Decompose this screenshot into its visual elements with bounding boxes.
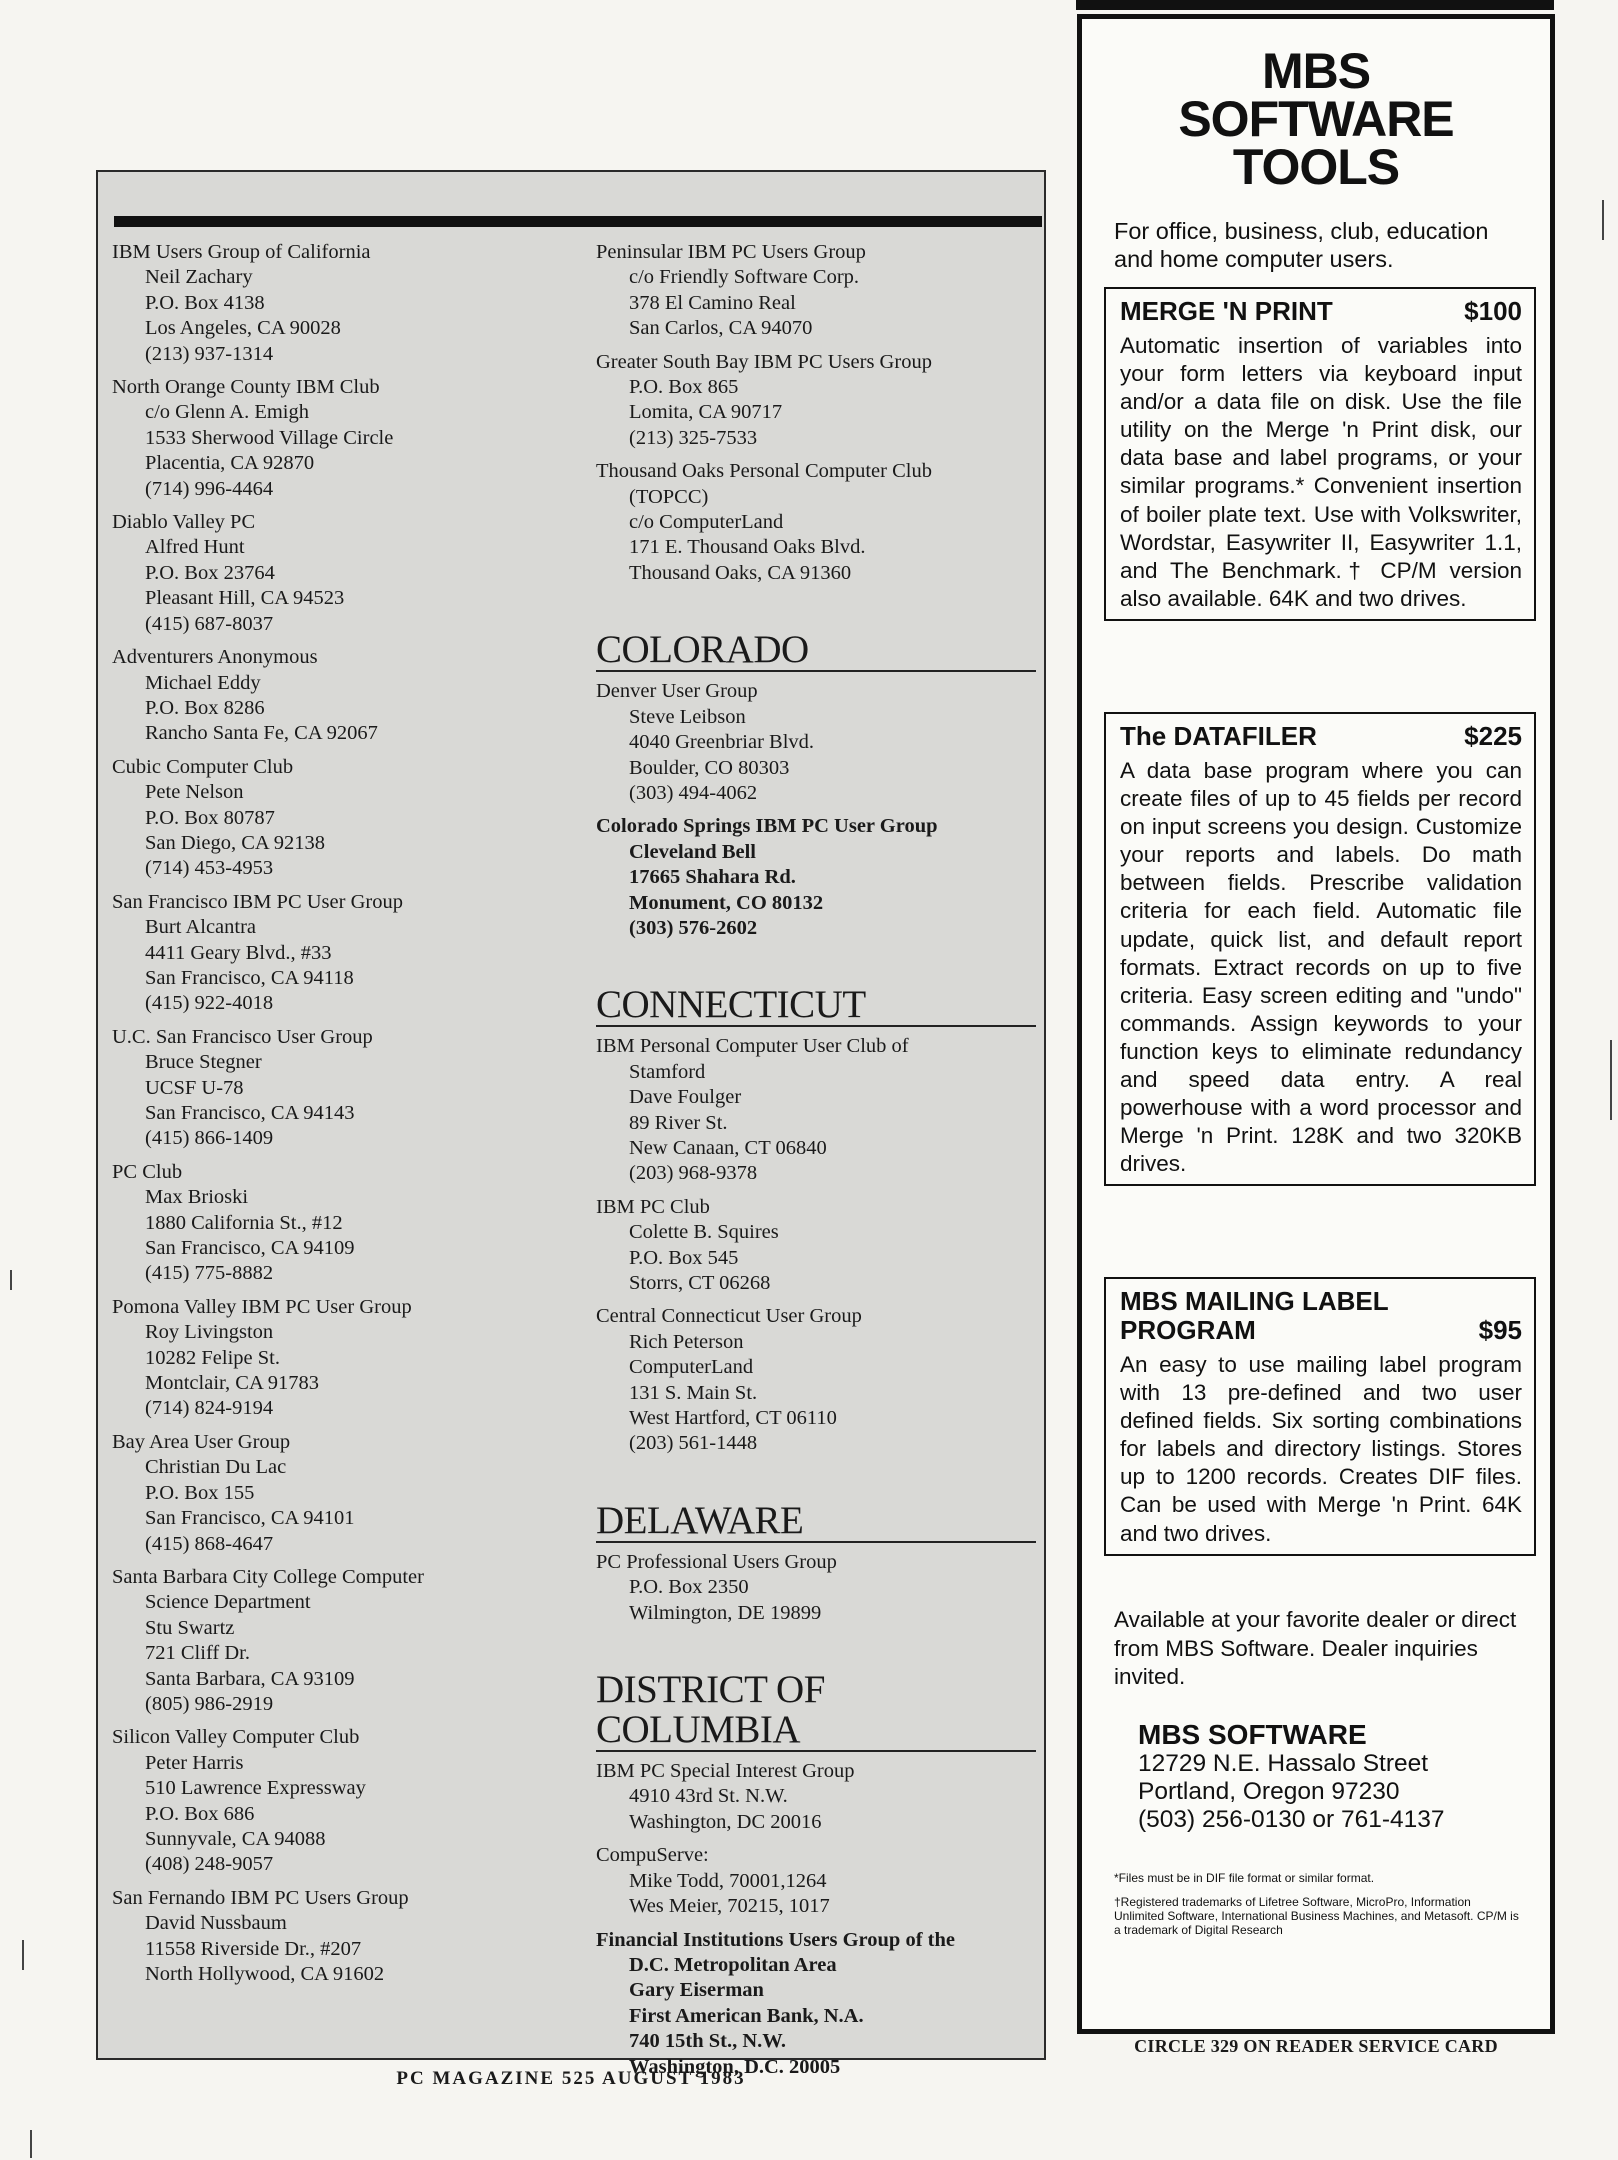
brand-line: MBS xyxy=(1261,43,1371,99)
group-detail-line: (213) 937-1314 xyxy=(145,342,274,365)
group-detail-line: Washington, D.C. 20005 xyxy=(629,2055,841,2078)
group-detail-line: c/o Friendly Software Corp. xyxy=(629,266,860,289)
company-address-block xyxy=(1138,1719,1518,1834)
group-name: IBM PC Club xyxy=(596,1195,710,1218)
group-name: Denver User Group xyxy=(596,680,758,703)
group-detail-line: 89 River St. xyxy=(629,1111,728,1134)
group-detail-line: 171 E. Thousand Oaks Blvd. xyxy=(629,536,866,559)
group-name: Colorado Springs IBM PC User Group xyxy=(596,815,938,838)
group-name: Cubic Computer Club xyxy=(112,755,294,778)
list-item xyxy=(112,1565,577,1717)
group-detail-line: Stu Swartz xyxy=(145,1616,235,1639)
footnote-trademarks: †Registered trademarks of Lifetree Software, MicroPro, Information Unlimited Software, International Business Machines, and Metasoft. CP/M is a trademark of Digital Research xyxy=(1114,1895,1519,1937)
group-detail-line: (408) 248-9057 xyxy=(145,1853,274,1876)
group-detail-line: c/o ComputerLand xyxy=(629,511,784,534)
group-detail-line: Sunnyvale, CA 94088 xyxy=(145,1827,326,1850)
list-item xyxy=(112,510,577,637)
scan-edge-mark xyxy=(1602,200,1604,240)
listing-top-rule xyxy=(114,216,1042,227)
list-item xyxy=(596,1304,1036,1456)
company-street: 12729 N.E. Hassalo Street xyxy=(1138,1750,1429,1777)
group-detail-line: Los Angeles, CA 90028 xyxy=(145,317,341,340)
group-name: IBM Users Group of California xyxy=(112,241,371,263)
list-item xyxy=(596,1759,1036,1835)
group-detail-line: 4411 Geary Blvd., #33 xyxy=(145,941,332,964)
product-price: $100 xyxy=(1464,296,1522,326)
group-detail-line: West Hartford, CT 06110 xyxy=(629,1407,837,1430)
group-name: Pomona Valley IBM PC User Group xyxy=(112,1295,412,1318)
group-detail-line: P.O. Box 2350 xyxy=(629,1576,749,1599)
product-description: A data base program where you can create files of up to 45 fields per record on input screens you design. Customize your reports and labels. Do math between fields. Prescribe validation criteria for each field. Automatic file update, quick list, and default report formats. Extract records on up to five criteria. Easy screen editing and "undo" commands. Assign keywords to your function keys to eliminate redundancy and speed data entry. A real powerhouse with a word processor and Merge 'n Print. 128K and two 320KB drives. xyxy=(1120,758,1522,1177)
group-detail-line: 1533 Sherwood Village Circle xyxy=(145,426,394,449)
group-detail-line: San Francisco, CA 94109 xyxy=(145,1237,355,1260)
list-item xyxy=(112,1160,577,1287)
group-detail-line: (303) 494-4062 xyxy=(629,781,758,804)
group-detail-line: P.O. Box 23764 xyxy=(145,561,275,584)
group-detail-line: Pleasant Hill, CA 94523 xyxy=(145,587,345,610)
group-name: U.C. San Francisco User Group xyxy=(112,1025,373,1048)
group-detail-line: P.O. Box 686 xyxy=(145,1802,255,1825)
listing-left-column xyxy=(112,240,577,1995)
group-detail-line: (203) 968-9378 xyxy=(629,1162,758,1185)
group-detail-line: (203) 561-1448 xyxy=(629,1432,758,1455)
group-detail-line: (415) 866-1409 xyxy=(145,1127,274,1150)
group-detail-line: P.O. Box 80787 xyxy=(145,806,275,829)
group-detail-line: (303) 576-2602 xyxy=(629,916,758,939)
group-detail-line: (714) 453-4953 xyxy=(145,857,274,880)
list-item xyxy=(112,1430,577,1557)
group-detail-line: Washington, DC 20016 xyxy=(629,1810,822,1833)
group-detail-line: San Diego, CA 92138 xyxy=(145,831,325,854)
group-name: San Fernando IBM PC Users Group xyxy=(112,1886,409,1909)
group-detail-line: 740 15th St., N.W. xyxy=(629,2030,787,2053)
state-heading-connecticut: CONNECTICUT xyxy=(596,949,1036,1027)
group-detail-line: (415) 922-4018 xyxy=(145,992,274,1015)
group-detail-line: Gary Eiserman xyxy=(629,1979,764,2002)
company-name: MBS SOFTWARE xyxy=(1138,1719,1367,1750)
colorado-entries xyxy=(596,679,1036,941)
product-price: $225 xyxy=(1464,721,1522,751)
reader-service-note: CIRCLE 329 ON READER SERVICE CARD xyxy=(1134,2036,1498,2056)
group-detail-line: 10282 Felipe St. xyxy=(145,1346,280,1369)
group-detail-line: Placentia, CA 92870 xyxy=(145,452,315,475)
group-detail-line: Colette B. Squires xyxy=(629,1221,779,1244)
group-detail-line: San Francisco, CA 94101 xyxy=(145,1507,355,1530)
product-header xyxy=(1120,722,1522,751)
group-detail-line: Wilmington, DE 19899 xyxy=(629,1601,822,1624)
list-item xyxy=(596,1034,1036,1186)
group-detail-line: Rancho Santa Fe, CA 92067 xyxy=(145,722,378,745)
group-detail-line: Science Department xyxy=(145,1591,311,1614)
scan-edge-mark xyxy=(1610,1040,1612,1120)
list-item xyxy=(596,1550,1036,1626)
list-item xyxy=(112,645,577,747)
group-detail-line: ComputerLand xyxy=(629,1356,754,1379)
footnote-dif: *Files must be in DIF file format or similar format. xyxy=(1114,1871,1375,1885)
group-detail-line: UCSF U-78 xyxy=(145,1076,244,1099)
group-name: Central Connecticut User Group xyxy=(596,1305,862,1328)
ad-top-rule xyxy=(1076,0,1554,10)
availability-note: Available at your favorite dealer or direct from MBS Software. Dealer inquiries invited. xyxy=(1114,1607,1517,1689)
group-name: PC Club xyxy=(112,1160,183,1183)
group-detail-line: Stamford xyxy=(629,1060,706,1083)
page-footer: PC MAGAZINE 525 AUGUST 1983 xyxy=(396,2068,746,2089)
group-detail-line: Alfred Hunt xyxy=(145,536,245,559)
group-detail-line: P.O. Box 8286 xyxy=(145,696,265,719)
company-phone: (503) 256-0130 or 761-4137 xyxy=(1138,1806,1445,1833)
california-continued xyxy=(596,240,1036,586)
product-description: An easy to use mailing label program with 13 pre-defined and two user defined fields. Six sorting combinations for labels and directory listings. Stores up to 1200 records. Creates DIF files. Can be used with Merge 'n Print. 64K and two drives. xyxy=(1120,1352,1522,1546)
group-detail-line: Steve Leibson xyxy=(629,705,746,728)
group-detail-line: (714) 996-4464 xyxy=(145,477,274,500)
group-detail-line: P.O. Box 545 xyxy=(629,1246,739,1269)
group-name: Silicon Valley Computer Club xyxy=(112,1726,360,1749)
group-detail-line: 4910 43rd St. N.W. xyxy=(629,1785,788,1808)
user-group-listing xyxy=(96,170,1046,2078)
group-detail-line: Neil Zachary xyxy=(145,266,253,289)
scan-edge-mark xyxy=(10,1270,12,1290)
group-detail-line: Burt Alcantra xyxy=(145,916,257,939)
product-name: MERGE 'N PRINT xyxy=(1120,296,1333,326)
group-name: Adventurers Anonymous xyxy=(112,646,318,669)
list-item xyxy=(112,375,577,502)
list-item xyxy=(112,755,577,882)
group-detail-line: D.C. Metropolitan Area xyxy=(629,1953,837,1976)
group-detail-line: Peter Harris xyxy=(145,1751,244,1774)
group-detail-line: 4040 Greenbriar Blvd. xyxy=(629,731,815,754)
ad-intro: For office, business, club, education and home computer users. xyxy=(1114,218,1489,272)
group-detail-line: Dave Foulger xyxy=(629,1086,742,1109)
product-header xyxy=(1120,297,1522,326)
group-detail-line: Rich Peterson xyxy=(629,1330,744,1353)
listing-right-column xyxy=(596,240,1036,2088)
list-item xyxy=(112,1886,577,1988)
group-name: Financial Institutions Users Group of the xyxy=(596,1928,955,1951)
group-detail-line: 378 El Camino Real xyxy=(629,291,796,314)
scan-edge-mark xyxy=(22,1940,24,1970)
group-name: Thousand Oaks Personal Computer Club xyxy=(596,460,932,483)
group-detail-line: San Francisco, CA 94143 xyxy=(145,1102,355,1124)
group-detail-line: Bruce Stegner xyxy=(145,1051,262,1074)
company-city: Portland, Oregon 97230 xyxy=(1138,1778,1400,1805)
list-item xyxy=(596,1195,1036,1297)
group-detail-line: Max Brioski xyxy=(145,1186,249,1209)
product-mailing-label xyxy=(1104,1277,1536,1556)
group-detail-line: 17665 Shahara Rd. xyxy=(629,866,796,889)
group-name: Peninsular IBM PC Users Group xyxy=(596,241,866,263)
group-detail-line: Storrs, CT 06268 xyxy=(629,1272,771,1294)
group-detail-line: First American Bank, N.A. xyxy=(629,2004,864,2027)
product-name: MBS MAILING LABEL PROGRAM xyxy=(1120,1286,1389,1345)
group-detail-line: Wes Meier, 70215, 1017 xyxy=(629,1895,830,1918)
group-detail-line: (415) 687-8037 xyxy=(145,612,274,635)
group-detail-line: (TOPCC) xyxy=(629,485,709,508)
group-name: Bay Area User Group xyxy=(112,1430,291,1453)
group-detail-line: P.O. Box 4138 xyxy=(145,291,265,314)
group-detail-line: P.O. Box 865 xyxy=(629,376,739,399)
group-name: CompuServe: xyxy=(596,1844,709,1867)
group-detail-line: (213) 325-7533 xyxy=(629,426,758,449)
list-item xyxy=(596,459,1036,586)
list-item xyxy=(596,679,1036,806)
list-item xyxy=(596,350,1036,452)
list-item xyxy=(596,1843,1036,1919)
group-detail-line: Santa Barbara, CA 93109 xyxy=(145,1667,355,1690)
list-item xyxy=(112,1725,577,1877)
group-detail-line: San Francisco, CA 94118 xyxy=(145,966,354,989)
product-price: $95 xyxy=(1478,1315,1522,1345)
group-name: PC Professional Users Group xyxy=(596,1550,837,1573)
brand-line: TOOLS xyxy=(1232,139,1400,195)
group-detail-line: San Carlos, CA 94070 xyxy=(629,317,813,340)
list-item xyxy=(112,1025,577,1152)
group-detail-line: Monument, CO 80132 xyxy=(629,891,824,914)
group-name: Santa Barbara City College Computer xyxy=(112,1565,424,1588)
group-detail-line: Pete Nelson xyxy=(145,781,244,804)
product-name: The DATAFILER xyxy=(1120,721,1317,751)
product-header xyxy=(1120,1287,1522,1345)
product-description: Automatic insertion of variables into your form letters via keyboard input and/or a data file on disk. Use the file utility on the Merge 'n Print disk, our data base and label programs, or your similar programs.* Convenient insertion of boiler plate text. Use with Volkswriter, Wordstar, Easywriter II, Easywriter 1.1, and The Benchmark.† CP/M version also available. 64K and two drives. xyxy=(1120,333,1522,611)
group-detail-line: North Hollywood, CA 91602 xyxy=(145,1963,385,1985)
group-name: Greater South Bay IBM PC Users Group xyxy=(596,350,932,373)
dc-entries xyxy=(596,1759,1036,2080)
group-detail-line: 721 Cliff Dr. xyxy=(145,1642,250,1665)
group-detail-line: Boulder, CO 80303 xyxy=(629,756,790,779)
group-detail-line: Thousand Oaks, CA 91360 xyxy=(629,561,852,584)
connecticut-entries xyxy=(596,1034,1036,1457)
group-detail-line: c/o Glenn A. Emigh xyxy=(145,401,309,424)
group-name: North Orange County IBM Club xyxy=(112,376,380,399)
group-detail-line: Roy Livingston xyxy=(145,1321,274,1344)
scan-edge-mark xyxy=(30,2130,32,2158)
group-detail-line: Cleveland Bell xyxy=(629,840,756,863)
state-heading-dc: DISTRICT OF COLUMBIA xyxy=(596,1634,1036,1752)
group-detail-line: P.O. Box 155 xyxy=(145,1481,255,1504)
list-item xyxy=(112,240,577,367)
group-detail-line: Mike Todd, 70001,1264 xyxy=(629,1869,827,1892)
group-name: Diablo Valley PC xyxy=(112,511,256,534)
ad-brand-title xyxy=(1082,43,1550,195)
group-detail-line: 1880 California St., #12 xyxy=(145,1211,343,1234)
group-detail-line: 510 Lawrence Expressway xyxy=(145,1777,366,1800)
mbs-software-ad xyxy=(1077,14,1555,2034)
group-detail-line: (714) 824-9194 xyxy=(145,1397,274,1420)
group-detail-line: Lomita, CA 90717 xyxy=(629,401,783,424)
state-heading-colorado: COLORADO xyxy=(596,594,1036,672)
list-item xyxy=(596,1928,1036,2080)
group-name: IBM PC Special Interest Group xyxy=(596,1760,855,1783)
group-detail-line: 11558 Riverside Dr., #207 xyxy=(145,1937,362,1960)
product-datafiler xyxy=(1104,712,1536,1186)
group-name: IBM Personal Computer User Club of xyxy=(596,1035,909,1058)
list-item xyxy=(112,1295,577,1422)
group-detail-line: (805) 986-2919 xyxy=(145,1692,274,1715)
group-detail-line: David Nussbaum xyxy=(145,1912,287,1935)
list-item xyxy=(112,890,577,1017)
group-detail-line: Montclair, CA 91783 xyxy=(145,1372,319,1395)
list-item xyxy=(596,814,1036,941)
state-heading-delaware: DELAWARE xyxy=(596,1465,1036,1543)
group-detail-line: (415) 775-8882 xyxy=(145,1262,274,1285)
group-name: San Francisco IBM PC User Group xyxy=(112,890,403,913)
group-detail-line: Michael Eddy xyxy=(145,671,261,694)
group-detail-line: Christian Du Lac xyxy=(145,1456,287,1479)
brand-line: SOFTWARE xyxy=(1178,91,1454,147)
product-merge-n-print xyxy=(1104,287,1536,621)
group-detail-line: New Canaan, CT 06840 xyxy=(629,1136,827,1159)
group-detail-line: 131 S. Main St. xyxy=(629,1381,758,1404)
group-detail-line: (415) 868-4647 xyxy=(145,1532,274,1555)
list-item xyxy=(596,240,1036,342)
delaware-entries xyxy=(596,1550,1036,1626)
